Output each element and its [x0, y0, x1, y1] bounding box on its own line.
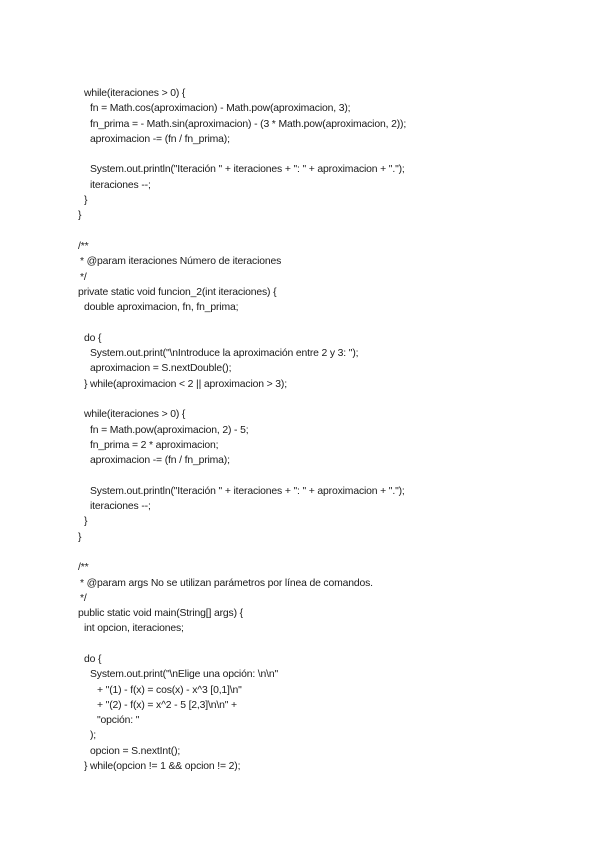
code-line: * @param iteraciones Número de iteraciones — [80, 256, 282, 268]
code-line: } while(opcion != 1 && opcion != 2); — [84, 761, 241, 773]
blank-line — [0, 468, 600, 483]
code-line: /** — [78, 562, 89, 574]
code-line: aproximacion = S.nextDouble(); — [90, 363, 232, 375]
code-line: + "(2) - f(x) = x^2 - 5 [2,3]\n\n" + — [97, 699, 237, 711]
code-line: fn_prima = 2 * aproximacion; — [90, 439, 219, 451]
code-line: } — [84, 195, 88, 207]
code-line: } while(aproximacion < 2 || aproximacion > 3); — [84, 378, 287, 390]
code-line: System.out.print("\nElige una opción: \n\n" — [90, 669, 279, 681]
code-line: public static void main(String[] args) { — [78, 608, 243, 620]
code-line: while(iteraciones > 0) { — [84, 409, 186, 421]
blank-line — [0, 147, 600, 162]
blank-line — [0, 545, 600, 560]
code-line: double aproximacion, fn, fn_prima; — [84, 302, 239, 314]
code-line: fn = Math.pow(aproximacion, 2) - 5; — [90, 424, 249, 436]
code-line: "opción: " — [97, 715, 140, 727]
code-line: iteraciones --; — [90, 179, 151, 191]
code-line: fn_prima = - Math.sin(aproximacion) - (3 * Math.pow(aproximacion, 2)); — [90, 118, 407, 130]
code-line: /** — [78, 240, 89, 252]
code-listing — [0, 86, 600, 774]
code-line: } — [78, 531, 82, 543]
code-line: + "(1) - f(x) = cos(x) - x^3 [0,1]\n" — [97, 684, 242, 696]
code-line: private static void funcion_2(int iteraciones) { — [78, 286, 277, 298]
code-line: while(iteraciones > 0) { — [84, 88, 186, 99]
code-line: ); — [90, 730, 97, 742]
code-line: aproximacion -= (fn / fn_prima); — [90, 455, 230, 467]
code-line: fn = Math.cos(aproximacion) - Math.pow(aproximacion, 3); — [90, 103, 351, 115]
code-line: opcion = S.nextInt(); — [90, 745, 181, 757]
blank-line — [0, 392, 600, 407]
blank-line — [0, 637, 600, 652]
code-line: System.out.println("Iteración " + iteraciones + ": " + aproximacion + "."); — [90, 485, 405, 497]
code-line: */ — [80, 592, 87, 604]
code-line: int opcion, iteraciones; — [84, 623, 184, 635]
code-line: do { — [84, 332, 102, 344]
code-line: } — [84, 516, 88, 528]
blank-line — [0, 315, 600, 330]
code-line: } — [78, 210, 82, 222]
code-line: System.out.print("\nIntroduce la aproximación entre 2 y 3: "); — [90, 348, 359, 360]
code-line: */ — [80, 271, 87, 283]
code-line: do { — [84, 653, 102, 665]
code-line: aproximacion -= (fn / fn_prima); — [90, 133, 230, 145]
code-line: * @param args No se utilizan parámetros por línea de comandos. — [80, 577, 373, 589]
blank-line — [0, 224, 600, 239]
code-line: iteraciones --; — [90, 501, 151, 513]
code-line: System.out.println("Iteración " + iteraciones + ": " + aproximacion + "."); — [90, 164, 405, 176]
